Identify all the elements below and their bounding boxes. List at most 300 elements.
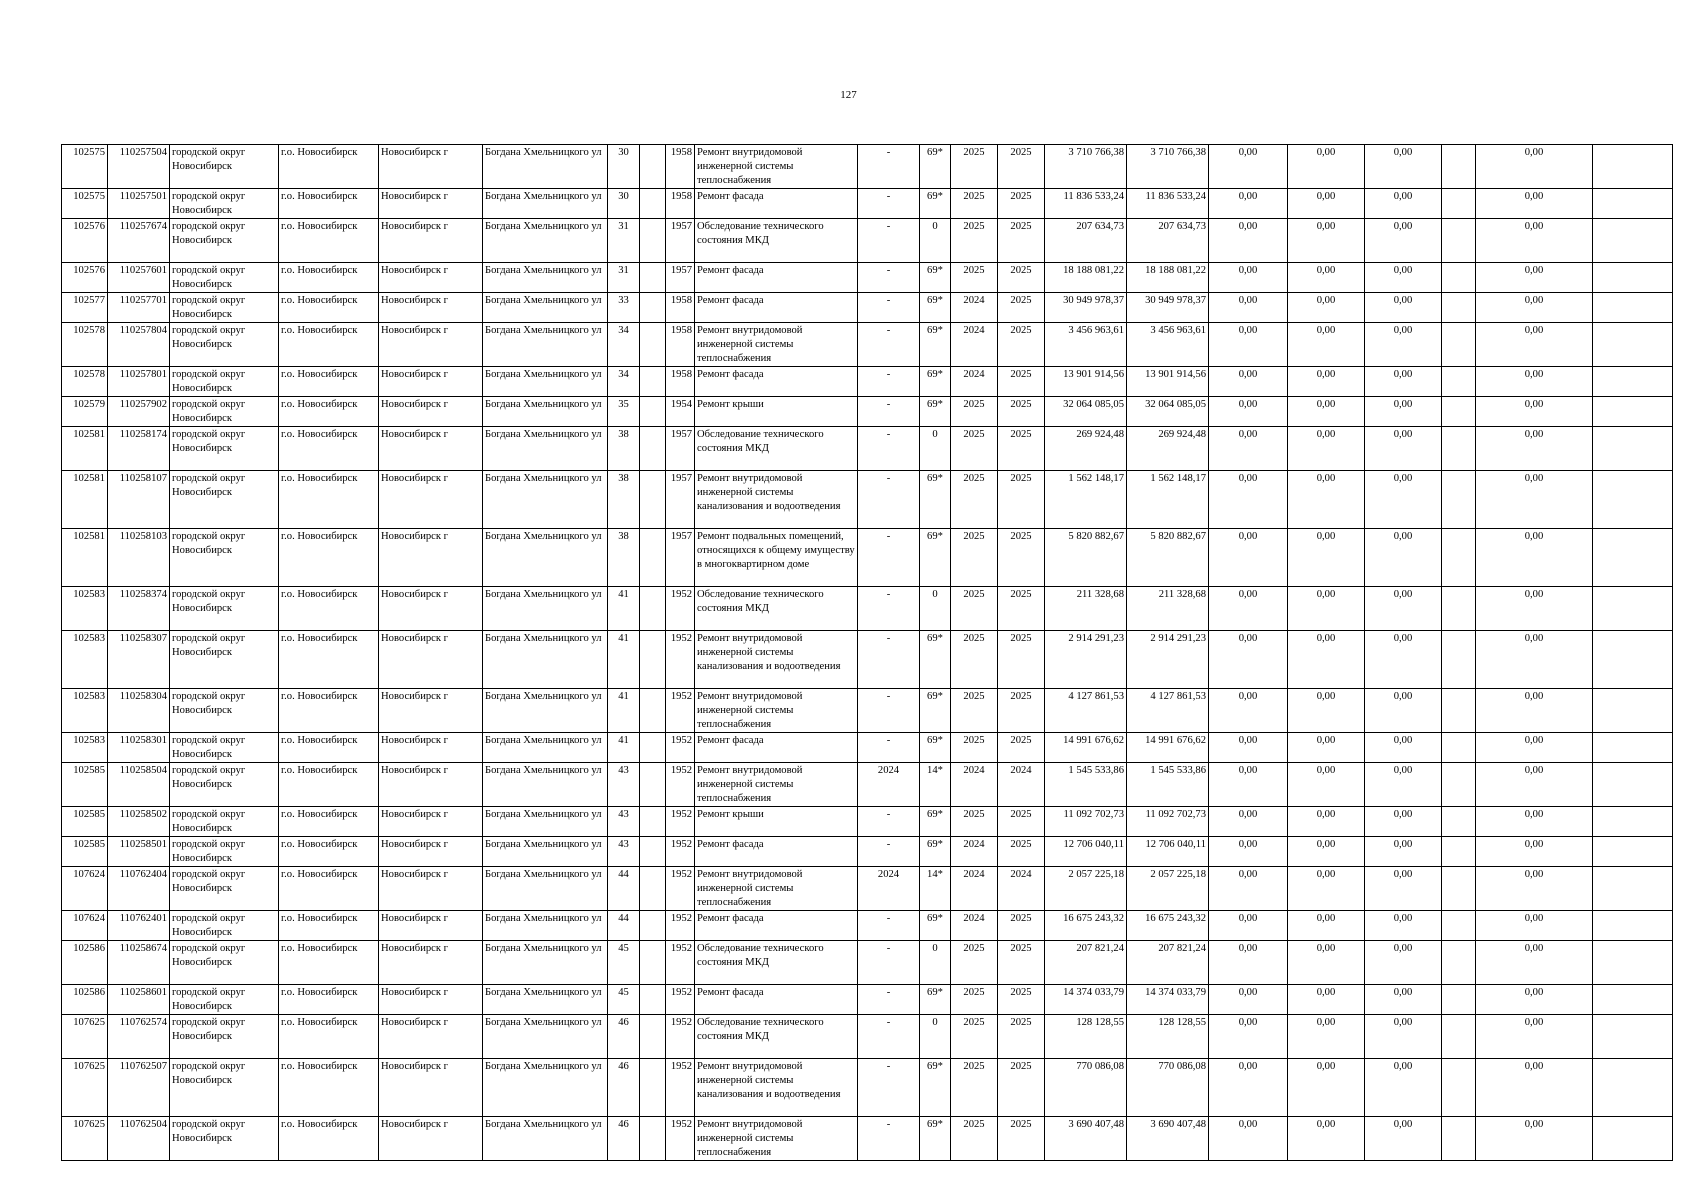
cell-amount-4 — [1442, 733, 1476, 763]
cell-build-year: 1952 — [666, 807, 695, 837]
cell-record-id: 107624 — [62, 867, 108, 911]
cell-amount-2: 0,00 — [1288, 911, 1365, 941]
cell-street: Богдана Хмельницкого ул — [483, 1059, 608, 1117]
cell-district: г.о. Новосибирск — [279, 689, 379, 733]
cell-street: Богдана Хмельницкого ул — [483, 911, 608, 941]
cell-amount-2: 0,00 — [1288, 941, 1365, 985]
cell-year-to: 2025 — [998, 323, 1045, 367]
cell-year-to: 2025 — [998, 219, 1045, 263]
cell-year-to: 2025 — [998, 1015, 1045, 1059]
cell-plan-year: - — [858, 1059, 920, 1117]
cell-cost-total: 3 456 963,61 — [1045, 323, 1127, 367]
cell-cost-total: 32 064 085,05 — [1045, 397, 1127, 427]
table-row — [62, 397, 1673, 427]
cell-year-from: 2025 — [951, 189, 998, 219]
cell-build-year: 1952 — [666, 763, 695, 807]
cell-municipality: городской округ Новосибирск — [170, 733, 279, 763]
cell-amount-2: 0,00 — [1288, 587, 1365, 631]
cell-amount-5: 0,00 — [1476, 529, 1593, 587]
cell-city: Новосибирск г — [379, 367, 483, 397]
cell-district: г.о. Новосибирск — [279, 631, 379, 689]
cell-amount-5: 0,00 — [1476, 587, 1593, 631]
table-row — [62, 367, 1673, 397]
cell-amount-3: 0,00 — [1365, 1015, 1442, 1059]
cell-city: Новосибирск г — [379, 689, 483, 733]
cell-street: Богдана Хмельницкого ул — [483, 631, 608, 689]
cell-wear-percent: 69* — [920, 263, 951, 293]
cell-street: Богдана Хмельницкого ул — [483, 941, 608, 985]
cell-wear-percent: 69* — [920, 1059, 951, 1117]
cell-municipality: городской округ Новосибирск — [170, 587, 279, 631]
table-row — [62, 689, 1673, 733]
cell-municipality: городской округ Новосибирск — [170, 941, 279, 985]
cell-amount-3: 0,00 — [1365, 941, 1442, 985]
cell-city: Новосибирск г — [379, 145, 483, 189]
cell-work-code: 110257501 — [108, 189, 170, 219]
cell-amount-2: 0,00 — [1288, 1059, 1365, 1117]
cell-work-code: 110257701 — [108, 293, 170, 323]
cell-build-year: 1952 — [666, 941, 695, 985]
cell-record-id: 102583 — [62, 733, 108, 763]
cell-build-year: 1958 — [666, 293, 695, 323]
table-row — [62, 763, 1673, 807]
cell-record-id: 102578 — [62, 367, 108, 397]
cell-record-id: 102578 — [62, 323, 108, 367]
cell-work-type: Обследование технического состояния МКД — [695, 1015, 858, 1059]
cell-cost-total: 1 545 533,86 — [1045, 763, 1127, 807]
cell-amount-6 — [1593, 1059, 1673, 1117]
cell-house-number: 46 — [608, 1015, 640, 1059]
cell-cost-fund: 3 710 766,38 — [1127, 145, 1209, 189]
cell-house-number: 46 — [608, 1117, 640, 1161]
cell-house-number: 44 — [608, 867, 640, 911]
cell-year-to: 2025 — [998, 733, 1045, 763]
cell-plan-year: - — [858, 427, 920, 471]
cell-build-year: 1957 — [666, 471, 695, 529]
cell-city: Новосибирск г — [379, 733, 483, 763]
cell-work-type: Ремонт внутридомовой инженерной системы теплоснабжения — [695, 689, 858, 733]
cell-amount-2: 0,00 — [1288, 1015, 1365, 1059]
cell-district: г.о. Новосибирск — [279, 189, 379, 219]
cell-amount-5: 0,00 — [1476, 807, 1593, 837]
cell-year-to: 2025 — [998, 807, 1045, 837]
cell-building-letter — [640, 941, 666, 985]
cell-amount-2: 0,00 — [1288, 733, 1365, 763]
cell-cost-fund: 32 064 085,05 — [1127, 397, 1209, 427]
cell-record-id: 102579 — [62, 397, 108, 427]
cell-amount-5: 0,00 — [1476, 763, 1593, 807]
table-row — [62, 1117, 1673, 1161]
cell-wear-percent: 0 — [920, 219, 951, 263]
table-row — [62, 985, 1673, 1015]
page-number: 127 — [840, 89, 857, 101]
cell-district: г.о. Новосибирск — [279, 807, 379, 837]
cell-amount-1: 0,00 — [1209, 397, 1288, 427]
cell-year-to: 2025 — [998, 1117, 1045, 1161]
cell-municipality: городской округ Новосибирск — [170, 807, 279, 837]
cell-build-year: 1954 — [666, 397, 695, 427]
cell-amount-5: 0,00 — [1476, 1059, 1593, 1117]
cell-year-from: 2025 — [951, 1117, 998, 1161]
cell-amount-5: 0,00 — [1476, 689, 1593, 733]
cell-street: Богдана Хмельницкого ул — [483, 1015, 608, 1059]
cell-work-type: Ремонт подвальных помещений, относящихся к общему имуществу в многоквартирном доме — [695, 529, 858, 587]
cell-house-number: 41 — [608, 689, 640, 733]
cell-municipality: городской округ Новосибирск — [170, 367, 279, 397]
cell-year-from: 2025 — [951, 587, 998, 631]
cell-work-type: Ремонт фасада — [695, 189, 858, 219]
cell-district: г.о. Новосибирск — [279, 263, 379, 293]
cell-amount-4 — [1442, 1015, 1476, 1059]
cell-building-letter — [640, 985, 666, 1015]
cell-cost-fund: 13 901 914,56 — [1127, 367, 1209, 397]
cell-city: Новосибирск г — [379, 631, 483, 689]
cell-year-to: 2025 — [998, 985, 1045, 1015]
cell-amount-2: 0,00 — [1288, 471, 1365, 529]
cell-amount-3: 0,00 — [1365, 397, 1442, 427]
cell-plan-year: - — [858, 1015, 920, 1059]
cell-record-id: 102581 — [62, 471, 108, 529]
cell-year-from: 2025 — [951, 631, 998, 689]
cell-amount-4 — [1442, 1117, 1476, 1161]
cell-build-year: 1958 — [666, 145, 695, 189]
cell-amount-6 — [1593, 189, 1673, 219]
cell-amount-3: 0,00 — [1365, 189, 1442, 219]
cell-district: г.о. Новосибирск — [279, 837, 379, 867]
cell-building-letter — [640, 631, 666, 689]
cell-house-number: 45 — [608, 941, 640, 985]
table-row — [62, 293, 1673, 323]
cell-wear-percent: 69* — [920, 471, 951, 529]
cell-plan-year: - — [858, 941, 920, 985]
cell-house-number: 38 — [608, 529, 640, 587]
cell-build-year: 1952 — [666, 985, 695, 1015]
cell-building-letter — [640, 911, 666, 941]
cell-year-to: 2024 — [998, 867, 1045, 911]
cell-work-code: 110257674 — [108, 219, 170, 263]
cell-year-from: 2024 — [951, 293, 998, 323]
cell-amount-1: 0,00 — [1209, 189, 1288, 219]
cell-record-id: 102585 — [62, 763, 108, 807]
cell-wear-percent: 69* — [920, 689, 951, 733]
cell-amount-1: 0,00 — [1209, 1015, 1288, 1059]
cell-amount-6 — [1593, 807, 1673, 837]
cell-build-year: 1958 — [666, 323, 695, 367]
cell-work-code: 110258103 — [108, 529, 170, 587]
cell-amount-5: 0,00 — [1476, 427, 1593, 471]
cell-amount-2: 0,00 — [1288, 427, 1365, 471]
cell-build-year: 1952 — [666, 1015, 695, 1059]
cell-amount-4 — [1442, 323, 1476, 367]
cell-city: Новосибирск г — [379, 587, 483, 631]
cell-building-letter — [640, 397, 666, 427]
cell-city: Новосибирск г — [379, 941, 483, 985]
cell-amount-5: 0,00 — [1476, 837, 1593, 867]
cell-district: г.о. Новосибирск — [279, 867, 379, 911]
cell-city: Новосибирск г — [379, 837, 483, 867]
cell-year-to: 2025 — [998, 911, 1045, 941]
cell-cost-fund: 4 127 861,53 — [1127, 689, 1209, 733]
cell-plan-year: - — [858, 529, 920, 587]
cell-amount-5: 0,00 — [1476, 733, 1593, 763]
cell-amount-6 — [1593, 689, 1673, 733]
cell-amount-6 — [1593, 763, 1673, 807]
cell-amount-5: 0,00 — [1476, 367, 1593, 397]
cell-amount-1: 0,00 — [1209, 471, 1288, 529]
cell-amount-4 — [1442, 587, 1476, 631]
cell-cost-fund: 11 092 702,73 — [1127, 807, 1209, 837]
cell-building-letter — [640, 1117, 666, 1161]
cell-cost-total: 269 924,48 — [1045, 427, 1127, 471]
cell-record-id: 107625 — [62, 1015, 108, 1059]
cell-amount-6 — [1593, 587, 1673, 631]
cell-wear-percent: 14* — [920, 763, 951, 807]
cell-building-letter — [640, 1059, 666, 1117]
cell-work-type: Ремонт фасада — [695, 733, 858, 763]
cell-municipality: городской округ Новосибирск — [170, 1117, 279, 1161]
cell-build-year: 1952 — [666, 1117, 695, 1161]
cell-house-number: 45 — [608, 985, 640, 1015]
cell-city: Новосибирск г — [379, 471, 483, 529]
cell-street: Богдана Хмельницкого ул — [483, 427, 608, 471]
cell-street: Богдана Хмельницкого ул — [483, 587, 608, 631]
cell-record-id: 107625 — [62, 1059, 108, 1117]
cell-district: г.о. Новосибирск — [279, 733, 379, 763]
cell-city: Новосибирск г — [379, 323, 483, 367]
cell-city: Новосибирск г — [379, 1059, 483, 1117]
cell-work-type: Ремонт фасада — [695, 367, 858, 397]
cell-municipality: городской округ Новосибирск — [170, 867, 279, 911]
cell-amount-4 — [1442, 293, 1476, 323]
cell-work-type: Ремонт фасада — [695, 293, 858, 323]
cell-plan-year: - — [858, 323, 920, 367]
cell-cost-total: 128 128,55 — [1045, 1015, 1127, 1059]
cell-amount-4 — [1442, 985, 1476, 1015]
cell-amount-3: 0,00 — [1365, 427, 1442, 471]
cell-amount-5: 0,00 — [1476, 1015, 1593, 1059]
cell-cost-total: 3 690 407,48 — [1045, 1117, 1127, 1161]
cell-build-year: 1952 — [666, 587, 695, 631]
cell-year-to: 2025 — [998, 397, 1045, 427]
cell-amount-3: 0,00 — [1365, 323, 1442, 367]
cell-amount-2: 0,00 — [1288, 323, 1365, 367]
cell-cost-total: 11 836 533,24 — [1045, 189, 1127, 219]
cell-amount-6 — [1593, 1015, 1673, 1059]
cell-record-id: 102583 — [62, 689, 108, 733]
cell-year-to: 2025 — [998, 941, 1045, 985]
cell-street: Богдана Хмельницкого ул — [483, 323, 608, 367]
cell-plan-year: - — [858, 689, 920, 733]
cell-record-id: 102575 — [62, 189, 108, 219]
cell-amount-3: 0,00 — [1365, 867, 1442, 911]
cell-street: Богдана Хмельницкого ул — [483, 263, 608, 293]
cell-amount-4 — [1442, 807, 1476, 837]
cell-cost-fund: 5 820 882,67 — [1127, 529, 1209, 587]
table-row — [62, 529, 1673, 587]
cell-amount-1: 0,00 — [1209, 941, 1288, 985]
cell-amount-3: 0,00 — [1365, 1117, 1442, 1161]
table-row — [62, 1015, 1673, 1059]
cell-year-to: 2025 — [998, 471, 1045, 529]
cell-city: Новосибирск г — [379, 293, 483, 323]
cell-year-from: 2025 — [951, 807, 998, 837]
cell-build-year: 1952 — [666, 689, 695, 733]
cell-build-year: 1952 — [666, 631, 695, 689]
cell-work-type: Ремонт внутридомовой инженерной системы теплоснабжения — [695, 323, 858, 367]
cell-cost-total: 11 092 702,73 — [1045, 807, 1127, 837]
cell-district: г.о. Новосибирск — [279, 587, 379, 631]
cell-work-type: Ремонт фасада — [695, 985, 858, 1015]
cell-street: Богдана Хмельницкого ул — [483, 145, 608, 189]
cell-building-letter — [640, 763, 666, 807]
cell-municipality: городской округ Новосибирск — [170, 631, 279, 689]
cell-municipality: городской округ Новосибирск — [170, 1015, 279, 1059]
cell-year-from: 2025 — [951, 263, 998, 293]
cell-amount-4 — [1442, 263, 1476, 293]
cell-amount-4 — [1442, 689, 1476, 733]
cell-amount-3: 0,00 — [1365, 529, 1442, 587]
cell-record-id: 102581 — [62, 427, 108, 471]
cell-plan-year: - — [858, 263, 920, 293]
cell-amount-6 — [1593, 529, 1673, 587]
cell-build-year: 1958 — [666, 189, 695, 219]
cell-district: г.о. Новосибирск — [279, 1015, 379, 1059]
cell-build-year: 1958 — [666, 367, 695, 397]
cell-amount-2: 0,00 — [1288, 689, 1365, 733]
cell-house-number: 38 — [608, 471, 640, 529]
cell-amount-4 — [1442, 397, 1476, 427]
cell-house-number: 30 — [608, 145, 640, 189]
cell-wear-percent: 69* — [920, 807, 951, 837]
cell-plan-year: - — [858, 985, 920, 1015]
cell-house-number: 43 — [608, 763, 640, 807]
cell-amount-5: 0,00 — [1476, 189, 1593, 219]
cell-house-number: 46 — [608, 1059, 640, 1117]
cell-year-from: 2025 — [951, 941, 998, 985]
cell-municipality: городской округ Новосибирск — [170, 763, 279, 807]
cell-amount-5: 0,00 — [1476, 145, 1593, 189]
table-row — [62, 941, 1673, 985]
cell-year-from: 2025 — [951, 985, 998, 1015]
cell-work-code: 110762404 — [108, 867, 170, 911]
cell-district: г.о. Новосибирск — [279, 529, 379, 587]
cell-amount-5: 0,00 — [1476, 397, 1593, 427]
cell-amount-6 — [1593, 941, 1673, 985]
table-row — [62, 219, 1673, 263]
cell-amount-4 — [1442, 911, 1476, 941]
cell-amount-1: 0,00 — [1209, 763, 1288, 807]
cell-plan-year: - — [858, 293, 920, 323]
cell-amount-6 — [1593, 471, 1673, 529]
cell-amount-1: 0,00 — [1209, 867, 1288, 911]
cell-year-from: 2025 — [951, 219, 998, 263]
cell-work-type: Обследование технического состояния МКД — [695, 941, 858, 985]
cell-cost-fund: 14 374 033,79 — [1127, 985, 1209, 1015]
cell-work-code: 110257902 — [108, 397, 170, 427]
cell-municipality: городской округ Новосибирск — [170, 427, 279, 471]
cell-building-letter — [640, 219, 666, 263]
cell-amount-2: 0,00 — [1288, 985, 1365, 1015]
cell-year-from: 2024 — [951, 763, 998, 807]
cell-amount-1: 0,00 — [1209, 1059, 1288, 1117]
cell-house-number: 35 — [608, 397, 640, 427]
cell-year-from: 2025 — [951, 471, 998, 529]
cell-amount-2: 0,00 — [1288, 367, 1365, 397]
cell-cost-total: 1 562 148,17 — [1045, 471, 1127, 529]
cell-city: Новосибирск г — [379, 763, 483, 807]
cell-amount-3: 0,00 — [1365, 689, 1442, 733]
cell-city: Новосибирск г — [379, 189, 483, 219]
cell-plan-year: - — [858, 587, 920, 631]
cell-wear-percent: 69* — [920, 145, 951, 189]
cell-work-type: Ремонт фасада — [695, 837, 858, 867]
cell-amount-6 — [1593, 837, 1673, 867]
cell-amount-4 — [1442, 367, 1476, 397]
cell-year-from: 2025 — [951, 733, 998, 763]
cell-wear-percent: 69* — [920, 323, 951, 367]
cell-house-number: 43 — [608, 807, 640, 837]
cell-year-from: 2025 — [951, 1059, 998, 1117]
cell-cost-total: 18 188 081,22 — [1045, 263, 1127, 293]
cell-amount-1: 0,00 — [1209, 837, 1288, 867]
cell-street: Богдана Хмельницкого ул — [483, 733, 608, 763]
cell-cost-fund: 1 545 533,86 — [1127, 763, 1209, 807]
cell-cost-total: 2 057 225,18 — [1045, 867, 1127, 911]
cell-year-from: 2025 — [951, 529, 998, 587]
cell-amount-2: 0,00 — [1288, 529, 1365, 587]
table-row — [62, 189, 1673, 219]
cell-amount-6 — [1593, 397, 1673, 427]
cell-build-year: 1952 — [666, 911, 695, 941]
cell-amount-3: 0,00 — [1365, 263, 1442, 293]
cell-wear-percent: 69* — [920, 631, 951, 689]
cell-municipality: городской округ Новосибирск — [170, 837, 279, 867]
cell-municipality: городской округ Новосибирск — [170, 263, 279, 293]
cell-house-number: 44 — [608, 911, 640, 941]
cell-amount-1: 0,00 — [1209, 293, 1288, 323]
table-row — [62, 807, 1673, 837]
cell-district: г.о. Новосибирск — [279, 985, 379, 1015]
cell-district: г.о. Новосибирск — [279, 145, 379, 189]
cell-city: Новосибирск г — [379, 985, 483, 1015]
cell-amount-5: 0,00 — [1476, 263, 1593, 293]
cell-cost-fund: 14 991 676,62 — [1127, 733, 1209, 763]
cell-municipality: городской округ Новосибирск — [170, 1059, 279, 1117]
table-row — [62, 263, 1673, 293]
cell-district: г.о. Новосибирск — [279, 1117, 379, 1161]
cell-building-letter — [640, 145, 666, 189]
cell-cost-total: 3 710 766,38 — [1045, 145, 1127, 189]
table-row — [62, 911, 1673, 941]
cell-work-type: Ремонт фасада — [695, 911, 858, 941]
cell-amount-3: 0,00 — [1365, 837, 1442, 867]
cell-record-id: 107624 — [62, 911, 108, 941]
cell-cost-fund: 128 128,55 — [1127, 1015, 1209, 1059]
cell-amount-6 — [1593, 219, 1673, 263]
cell-cost-total: 14 991 676,62 — [1045, 733, 1127, 763]
cell-plan-year: - — [858, 631, 920, 689]
cell-cost-total: 14 374 033,79 — [1045, 985, 1127, 1015]
cell-amount-1: 0,00 — [1209, 1117, 1288, 1161]
cell-cost-total: 4 127 861,53 — [1045, 689, 1127, 733]
cell-municipality: городской округ Новосибирск — [170, 911, 279, 941]
cell-record-id: 102583 — [62, 631, 108, 689]
cell-record-id: 102586 — [62, 985, 108, 1015]
cell-amount-3: 0,00 — [1365, 1059, 1442, 1117]
cell-amount-5: 0,00 — [1476, 293, 1593, 323]
cell-work-type: Ремонт внутридомовой инженерной системы теплоснабжения — [695, 145, 858, 189]
cell-house-number: 41 — [608, 587, 640, 631]
